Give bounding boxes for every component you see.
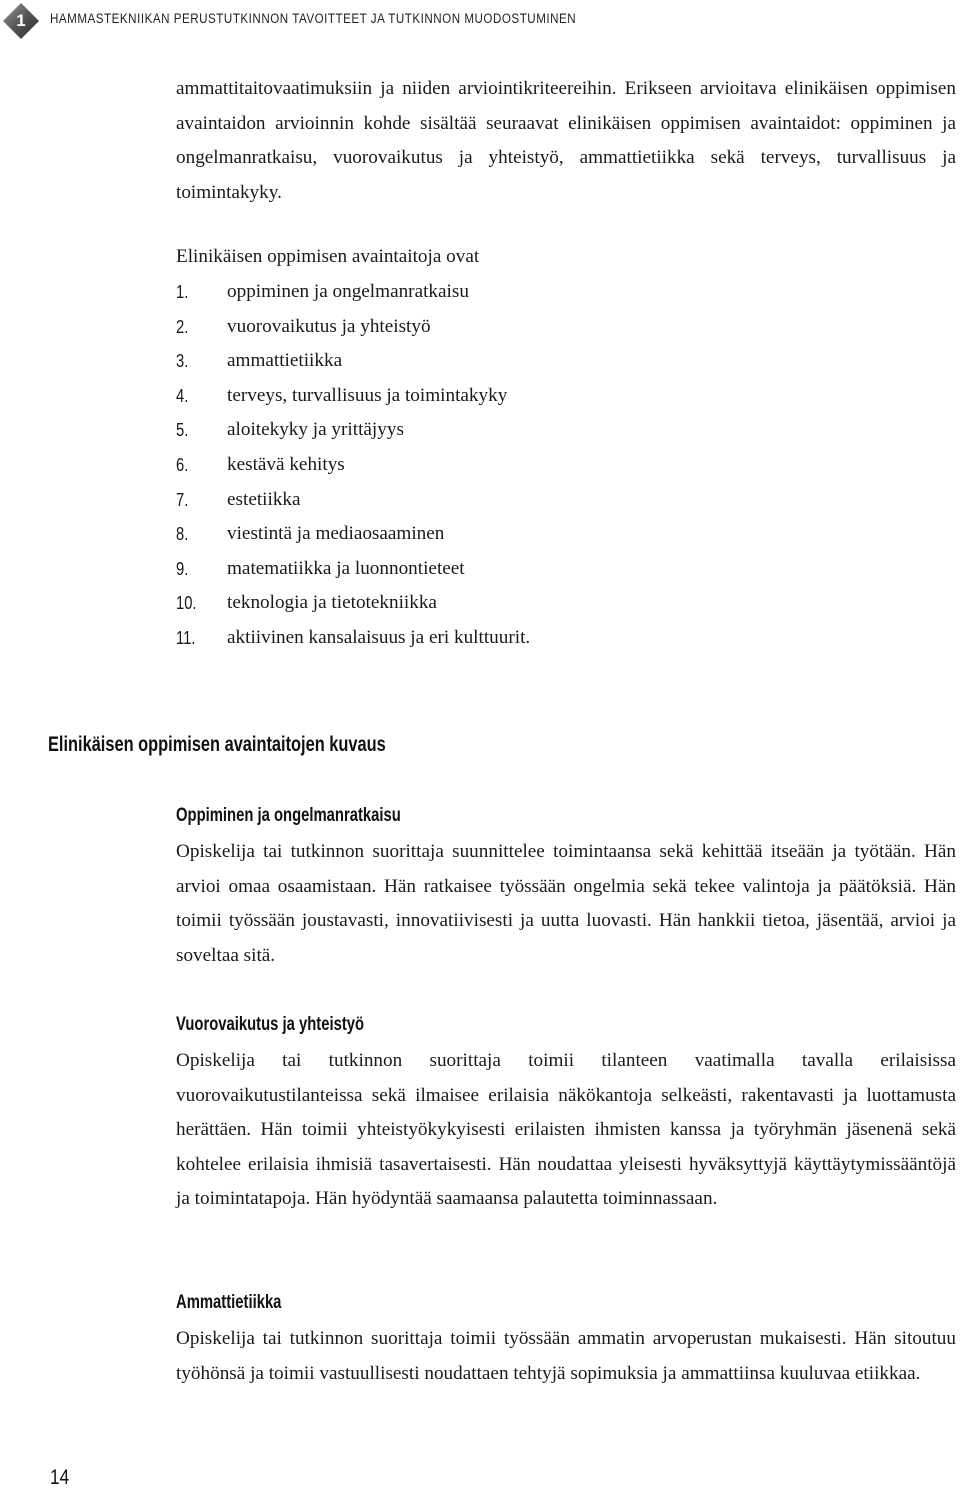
page-header: [0, 0, 960, 44]
subsection-title: Oppiminen ja ongelmanratkaisu: [176, 805, 401, 826]
list-item: [176, 517, 956, 552]
list-text: oppiminen ja ongelmanratkaisu: [227, 280, 469, 302]
list-number: 1.: [176, 281, 189, 302]
list-item: [176, 310, 956, 345]
list-item: [176, 552, 956, 587]
key-skills-intro: Elinikäisen oppimisen avaintaitoja ovat: [176, 246, 480, 268]
list-text: estetiikka: [227, 488, 301, 510]
list-item: [176, 586, 956, 621]
list-number: 5.: [176, 420, 189, 441]
list-text: aloitekyky ja yrittäjyys: [227, 419, 404, 441]
section-title: Elinikäisen oppimisen avaintaitojen kuvaus: [48, 733, 386, 756]
list-number: 7.: [176, 489, 189, 510]
subsection-interaction: [176, 1010, 956, 1217]
list-number: 8.: [176, 524, 189, 545]
main-content: [176, 72, 956, 656]
running-title: HAMMASTEKNIIKAN PERUSTUTKINNON TAVOITTEET JA TUTKINNON MUODOSTUMINEN: [50, 11, 577, 26]
list-text: matematiikka ja luonnontieteet: [227, 557, 465, 579]
list-item: [176, 344, 956, 379]
subsection-body: Opiskelija tai tutkinnon suorittaja toimii työssään ammatin arvoperustan mukaisesti. Hän sitoutuu työhönsä ja toimii vastuullisesti noudattaen tehtyjä sopimuksia ja ammattiinsa kuuluvaa etiikkaa.: [176, 1328, 956, 1384]
subsection-body: Opiskelija tai tutkinnon suorittaja suunnittelee toimintaansa sekä kehittää itseään ja työtään. Hän arvioi omaa osaamistaan. Hän ratkaisee työssään ongelmia sekä tekee valintoja ja päätöksiä. Hän toimii työssään joustavasti, innovatiivisesti ja uutta luovasti. Hän hankkii tietoa, jäsentää, arvioi ja soveltaa sitä.: [176, 841, 956, 966]
list-text: ammattietiikka: [227, 350, 343, 372]
intro-paragraph: ammattitaitovaatimuksiin ja niiden arviointikriteereihin. Erikseen arvioitava elinikäisen oppimisen avaintaidon arvioinnin kohde sisältää seuraavat elinikäisen oppimisen avaintaidot: oppiminen ja ongelmanratkaisu, vuorovaikutus ja yhteistyö, ammattietiikka sekä terveys, turvallisuus ja toimintakyky.: [176, 78, 956, 203]
list-number: 2.: [176, 316, 189, 337]
subsection-ethics: [176, 1288, 956, 1391]
list-number: 3.: [176, 351, 189, 372]
list-number: 6.: [176, 454, 189, 475]
list-number: 9.: [176, 558, 189, 579]
page-number: 14: [50, 1466, 70, 1489]
list-number: 4.: [176, 385, 189, 406]
list-text: terveys, turvallisuus ja toimintakyky: [227, 384, 508, 406]
list-item: [176, 448, 956, 483]
key-skills-list: [176, 275, 956, 656]
chapter-number: 1: [16, 11, 26, 30]
list-item: [176, 413, 956, 448]
subsection-title: Vuorovaikutus ja yhteistyö: [176, 1014, 365, 1035]
subsection-body: Opiskelija tai tutkinnon suorittaja toimii tilanteen vaatimalla tavalla erilaisissa vuorovaikutustilanteissa sekä ilmaisee erilaisia näkökantoja selkeästi, rakentavasti ja luottamusta herättäen. Hän toimii yhteistyökykyisesti erilaisten ihmisten kanssa ja työryhmän jäsenenä sekä kohtelee erilaisia ihmisiä tasavertaisesti. Hän noudattaa yleisesti hyväksyttyjä käyttäytymissääntöjä ja toimintatapoja. Hän hyödyntää saamaansa palautetta toiminnassaan.: [176, 1050, 956, 1210]
list-text: vuorovaikutus ja yhteistyö: [227, 315, 431, 337]
subsection-title: Ammattietiikka: [176, 1292, 282, 1313]
list-text: teknologia ja tietotekniikka: [227, 592, 437, 614]
list-item: [176, 483, 956, 518]
list-item: [176, 379, 956, 414]
list-number: 11.: [176, 627, 196, 648]
list-item: [176, 275, 956, 310]
list-text: aktiivinen kansalaisuus ja eri kulttuurit.: [227, 626, 531, 648]
list-item: [176, 621, 956, 656]
list-text: kestävä kehitys: [227, 453, 345, 475]
subsection-learning: [176, 801, 956, 973]
list-text: viestintä ja mediaosaaminen: [227, 523, 445, 545]
list-number: 10.: [176, 593, 197, 614]
chapter-badge: [2, 2, 40, 40]
